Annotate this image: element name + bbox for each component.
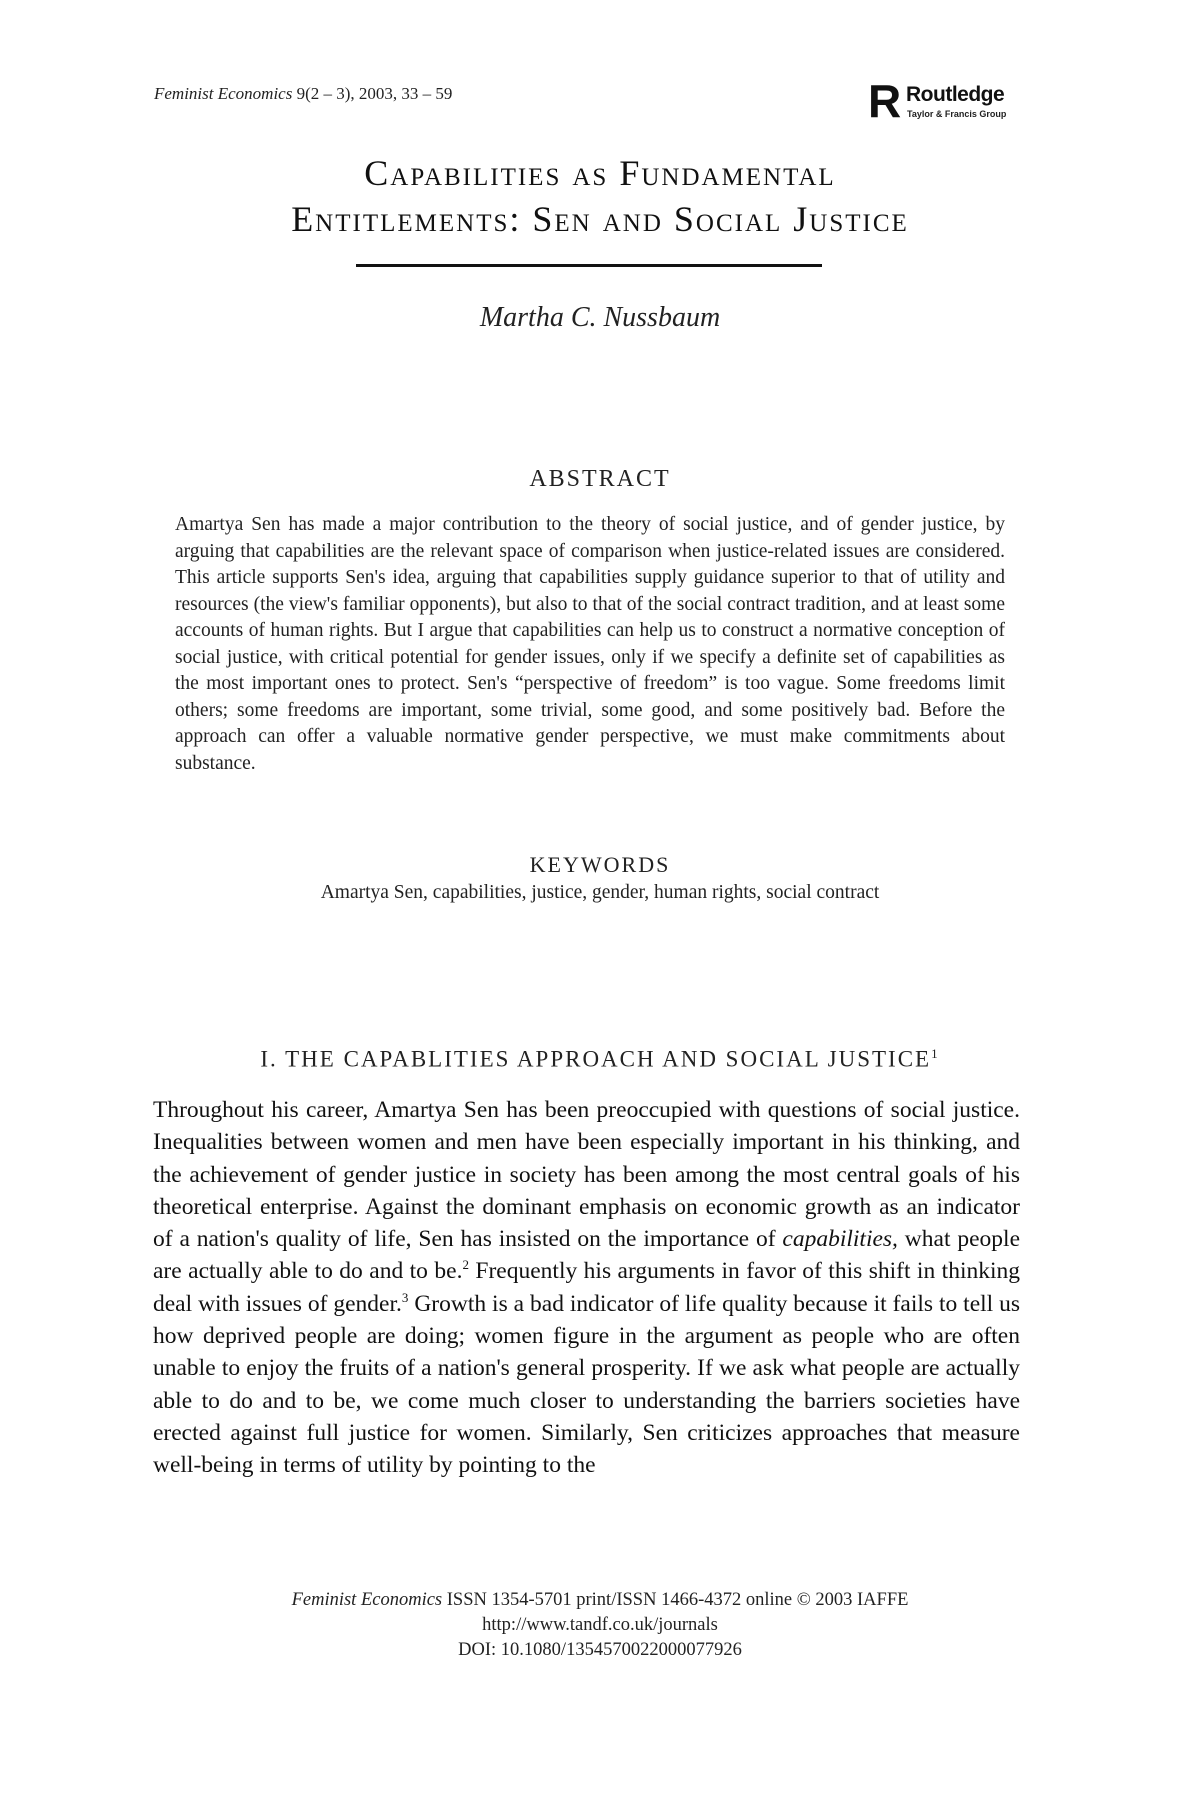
footer-issn-line <box>100 1588 1100 1613</box>
keywords-text: Amartya Sen, capabilities, justice, gender, human rights, social contract <box>320 882 880 903</box>
routledge-logo-group: Taylor & Francis Group <box>907 109 1007 119</box>
running-head-journal: Feminist Economics <box>154 84 293 103</box>
routledge-logo <box>868 75 1028 127</box>
article-title-line-1: Capabilities as Fundamental <box>364 153 836 193</box>
footer-issn: ISSN 1354-5701 print/ISSN 1466-4372 online © 2003 IAFFE <box>442 1590 909 1610</box>
body-text-part-3: Frequently his arguments in favor of this shift in thinking deal with issues of gender. <box>153 1258 1021 1317</box>
footer-url[interactable]: http://www.tandf.co.uk/journals <box>482 1615 718 1635</box>
section-heading-text: I. THE CAPABLITIES APPROACH AND SOCIAL JUSTICE <box>260 1046 932 1072</box>
footer-doi: DOI: 10.1080/1354570022000077926 <box>458 1640 742 1660</box>
footnote-marker[interactable]: 2 <box>462 1257 469 1273</box>
body-text-part-4: Growth is a bad indicator of life quality because it fails to tell us how deprived people are doing; women figure in the argument as people who are often unable to enjoy the fruits of a nation's general prosperity. If we ask what people are actually able to do and to be, we come much closer to understanding the barriers societies have erected against full justice for women. Similarly, Sen criticizes approaches that measure well-being in terms of utility by pointing to the <box>153 1290 1021 1479</box>
abstract-text: Amartya Sen has made a major contribution to the theory of social justice, and of gender justice, by arguing that capabilities are the relevant space of comparison when justice-related issues are considered. This article supports Sen's idea, arguing that capabilities supply guidance superior to that of utility and resources (the view's familiar opponents), but also to that of the social contract tradition, and at least some accounts of human rights. But I argue that capabilities can help us to construct a normative conception of social justice, with critical potential for gender issues, only if we specify a definite set of capabilities as the most important ones to protect. Sen's “perspective of freedom” is too vague. Some freedoms limit others; some freedoms are important, some trivial, some good, and some positively bad. Before the approach can offer a valuable normative gender perspective, we must make commitments about substance. <box>175 514 1005 774</box>
author-name: Martha C. Nussbaum <box>479 302 721 333</box>
routledge-logo-name: Routledge <box>906 83 1005 106</box>
article-title <box>100 150 1100 242</box>
section-heading <box>100 1046 1100 1073</box>
body-paragraph <box>153 1094 1020 1482</box>
body-text-part-1: Throughout his career, Amartya Sen has been preoccupied with questions of social justice. Inequalities between women and men have been especially important in his thinking, and the achievement of gender justice in society has been among the most central goals of his theoretical enterprise. Against the dominant emphasis on economic growth as an indicator of a nation's quality of life, Sen has insisted on the importance of <box>153 1097 1020 1253</box>
title-divider <box>356 264 822 267</box>
abstract-heading: ABSTRACT <box>529 466 671 492</box>
routledge-logo-mark: R <box>868 75 902 127</box>
body-emphasis: capabilities, <box>782 1226 898 1253</box>
footnote-marker[interactable]: 1 <box>931 1046 940 1061</box>
article-title-line-2: Entitlements: Sen and Social Justice <box>291 199 909 239</box>
running-head-issue: 9(2 – 3), 2003, 33 – 59 <box>292 84 453 103</box>
footnote-marker[interactable]: 3 <box>401 1289 409 1305</box>
running-head <box>154 84 452 104</box>
footer-journal: Feminist Economics <box>291 1590 443 1610</box>
page-footer <box>100 1588 1100 1663</box>
body-text-part-2: what people are actually able to do and to be. <box>153 1226 1021 1285</box>
keywords-heading: KEYWORDS <box>529 852 671 877</box>
